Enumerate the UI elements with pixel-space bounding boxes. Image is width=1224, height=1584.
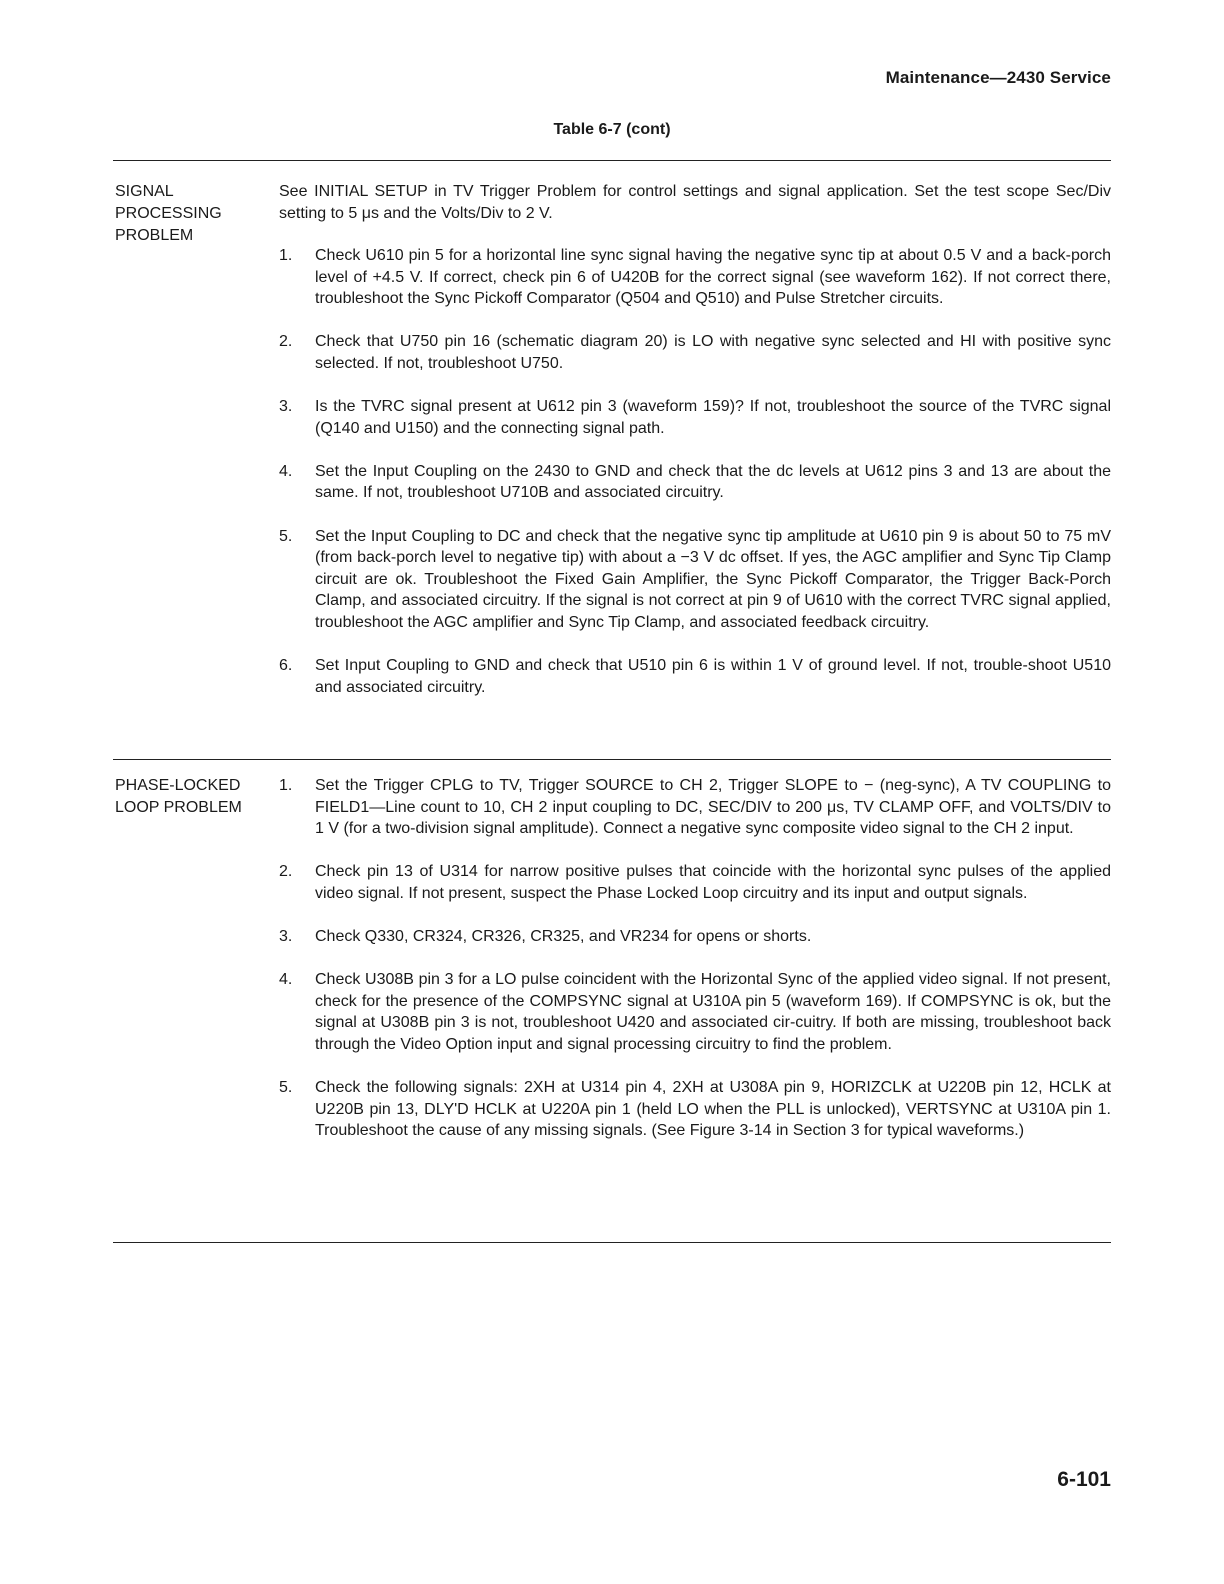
- step-number: 2.: [279, 333, 293, 351]
- step-text: Check U610 pin 5 for a horizontal line sync signal having the negative sync tip at about 0.5 V and a back-porch level of +4.5 V. If correct, check pin 6 of U420B for the correct signal (see waveform 162). If not correct there, troubleshoot the Sync Pickoff Comparator (Q504 and Q510) and Pulse Stretcher circuits.: [315, 247, 1111, 308]
- section-label: SIGNAL PROCESSING PROBLEM: [115, 183, 222, 244]
- step-text: Set the Input Coupling on the 2430 to GND and check that the dc levels at U612 pins 3 and 13 are about the same. If not, troubleshoot U710B and associated circuitry.: [315, 462, 1111, 502]
- step-number: 2.: [279, 863, 293, 881]
- step-number: 6.: [279, 657, 293, 674]
- step-item: [279, 396, 1111, 439]
- step-item: [279, 526, 1111, 634]
- step-number: 1.: [279, 777, 293, 794]
- step-item: [279, 245, 1111, 310]
- step-text: Check U308B pin 3 for a LO pulse coincident with the Horizontal Sync of the applied video signal. If not present, check for the presence of the COMPSYNC signal at U310A pin 5 (waveform 169). If COMPSYNC is ok, but the signal at U308B pin 3 is not, troubleshoot U420 and associated cir-cuitry. If both are missing, troubleshoot back through the Video Option input and signal processing circuitry to find the problem.: [315, 971, 1111, 1053]
- step-text: Check the following signals: 2XH at U314 pin 4, 2XH at U308A pin 9, HORIZCLK at U220B pin 12, HCLK at U220B pin 13, DLY'D HCLK at U220A pin 1 (held LO when the PLL is unlocked), VERTSYNC at U310A pin 1. Troubleshoot the cause of any missing signals. (See Figure 3-14 in Section 3 for typical waveforms.): [315, 1078, 1111, 1140]
- table-title: Table 6-7 (cont): [553, 121, 671, 138]
- step-number: 5.: [279, 1078, 293, 1096]
- step-text: Is the TVRC signal present at U612 pin 3 (waveform 159)? If not, troubleshoot the source of the TVRC signal (Q140 and U150) and the connecting signal path.: [315, 398, 1111, 437]
- step-number: 4.: [279, 462, 293, 480]
- section-divider-rule: [113, 759, 1111, 760]
- step-item: [279, 655, 1111, 698]
- step-item: [279, 775, 1111, 840]
- step-text: Set the Input Coupling to DC and check that the negative sync tip amplitude at U610 pin 9 is about 50 to 75 mV (from back-porch level to negative tip) with about a −3 V dc offset. If yes, the AGC amplifier and Sync Tip Clamp circuit are ok. Troubleshoot the Fixed Gain Amplifier, the Sync Pickoff Comparator, the Trigger Back-Porch Clamp, and associated circuitry. If the signal is not correct at pin 9 of U610 with the correct TVRC signal applied, troubleshoot the AGC amplifier and Sync Tip Clamp, and associated feedback circuitry.: [315, 527, 1111, 631]
- section-label: PHASE-LOCKED LOOP PROBLEM: [115, 777, 242, 816]
- section-intro: See INITIAL SETUP in TV Trigger Problem for control settings and signal application. Set the test scope Sec/Div setting to 5 μs and the Volts/Div to 2 V.: [279, 183, 1111, 222]
- table-bottom-rule: [113, 1242, 1111, 1243]
- running-header: Maintenance—2430 Service: [885, 68, 1111, 87]
- step-text: Set the Trigger CPLG to TV, Trigger SOURCE to CH 2, Trigger SLOPE to − (neg-sync), A TV COUPLING to FIELD1—Line count to 10, CH 2 input coupling to DC, SEC/DIV to 200 μs, TV CLAMP OFF, and VOLTS/DIV to 1 V (for a two-division signal amplitude). Connect a negative sync composite video signal to the CH 2 input.: [315, 777, 1111, 838]
- step-text: Check Q330, CR324, CR326, CR325, and VR234 for opens or shorts.: [315, 927, 812, 945]
- section-body: [279, 775, 1111, 1163]
- step-item: [279, 969, 1111, 1055]
- step-list: [279, 245, 1111, 698]
- step-item: [279, 861, 1111, 904]
- step-text: Check pin 13 of U314 for narrow positive pulses that coincide with the horizontal sync pulses of the applied video signal. If not present, suspect the Phase Locked Loop circuitry and its input and output signals.: [315, 863, 1111, 902]
- section-body: [279, 181, 1111, 720]
- step-number: 1.: [279, 247, 293, 265]
- step-list: [279, 775, 1111, 1142]
- step-text: Check that U750 pin 16 (schematic diagram 20) is LO with negative sync selected and HI with positive sync selected. If not, troubleshoot U750.: [315, 333, 1111, 373]
- step-number: 3.: [279, 398, 293, 416]
- step-item: [279, 461, 1111, 504]
- page-number: 6-101: [1057, 1468, 1111, 1491]
- step-number: 3.: [279, 927, 293, 945]
- step-item: [279, 926, 1111, 948]
- step-text: Set Input Coupling to GND and check that U510 pin 6 is within 1 V of ground level. If not, trouble-shoot U510 and associated circuitry.: [315, 657, 1111, 696]
- step-item: [279, 331, 1111, 374]
- step-item: [279, 1077, 1111, 1142]
- step-number: 5.: [279, 527, 293, 545]
- step-number: 4.: [279, 971, 293, 989]
- table-top-rule: [113, 160, 1111, 161]
